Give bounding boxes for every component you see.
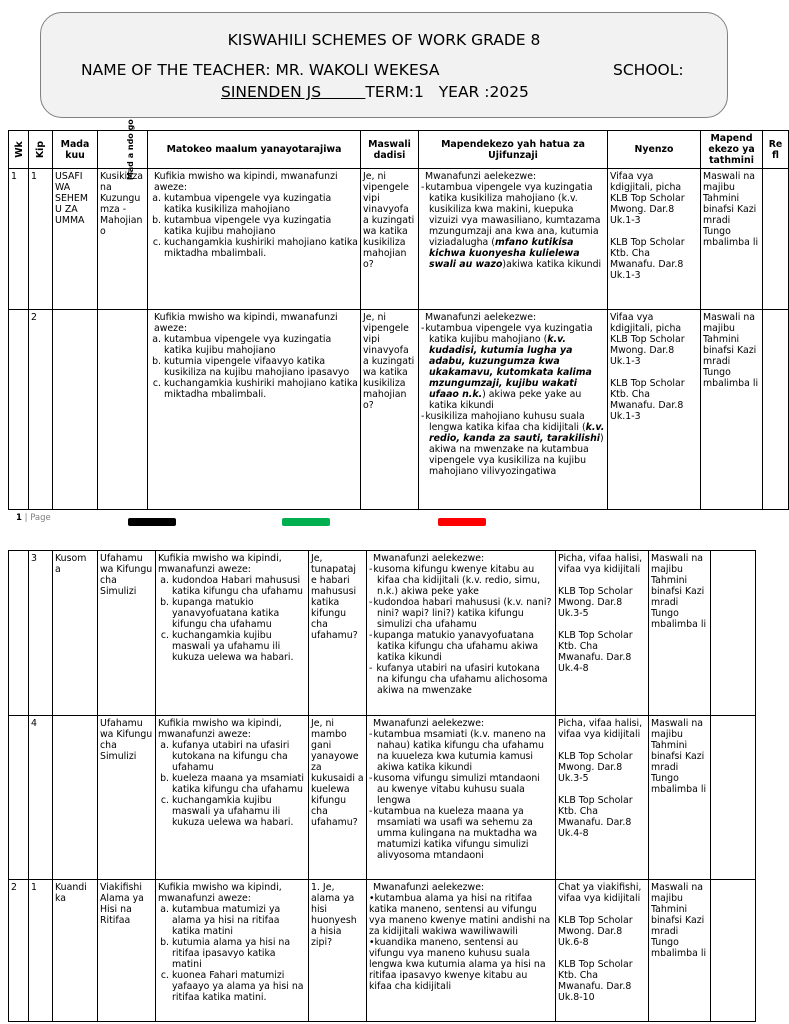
document-title: KISWAHILI SCHEMES OF WORK GRADE 8 bbox=[227, 31, 541, 49]
matokeo-list bbox=[158, 904, 306, 1003]
matokeo-intro: Kufikia mwisho wa kipindi, mwanafunzi aweze: bbox=[154, 171, 338, 193]
teacher-name: NAME OF THE TEACHER: MR. WAKOLI WEKESA bbox=[81, 61, 440, 79]
page-footer bbox=[16, 513, 51, 523]
matokeo-intro: Kufikia mwisho wa kipindi, mwanafunzi aweze: bbox=[158, 718, 282, 740]
matokeo-list bbox=[158, 740, 306, 828]
page-label: | Page bbox=[21, 513, 51, 523]
matokeo-list bbox=[150, 334, 358, 400]
list-item: - kusoma kifungu kwenye kitabu au kifaa cha kidijitali (k.v. redio, simu, n.k.) akiwa peke yake bbox=[369, 564, 553, 597]
list-item: a. kufanya utabiri na ufasiri kutokana na kifungu cha ufahamu bbox=[172, 740, 306, 773]
hatua-intro: Mwanafunzi aelekezwe: bbox=[373, 718, 485, 729]
cell-refl bbox=[763, 169, 789, 310]
cell-maswali: Je, ni vipengele vipi vinavyofa a kuzingati wa katika kusikiliza mahojian o? bbox=[361, 310, 419, 510]
list-item: • kuandika maneno, sentensi au vifungu vya maneno kuhusu suala lengwa kwa kutumia alama ya hisi na ritifaa ipasavyo kwenye kitabu au kifaa cha kidijitali bbox=[369, 937, 553, 992]
cell-maswali: Je, ni vipengele vipi vinavyofa a kuzingati wa katika kusikiliza mahojian o? bbox=[361, 169, 419, 310]
cell-mada-ndogo: Ufahamu wa Kifungu cha Simulizi bbox=[98, 716, 156, 880]
cell-hatua bbox=[367, 551, 556, 716]
header-box bbox=[40, 12, 728, 118]
nyenzo-item: Vifaa vya kdigjitali, picha KLB Top Scholar Mwong. Dar.8 Uk.1-3 bbox=[610, 312, 685, 367]
cell-mada-ndogo bbox=[98, 310, 148, 510]
table-row bbox=[9, 310, 789, 510]
list-item: - kudondoa habari mahususi (k.v. nani? nini? wapi? lini?) katika kifungu simulizi cha ufahamu bbox=[369, 597, 553, 630]
col-header-mada-kuu: Mada kuu bbox=[53, 131, 98, 169]
footer-bar-green bbox=[282, 518, 330, 526]
cell-kip: 2 bbox=[29, 310, 53, 510]
hatua-intro: Mwanafunzi aelekezwe: bbox=[373, 553, 485, 564]
cell-wk: 1 bbox=[9, 169, 29, 310]
nyenzo-item: KLB Top Scholar Ktb. Cha Mwanafu. Dar.8 Uk.1-3 bbox=[610, 237, 685, 281]
list-item: b. kutambua vipengele vya kuzingatia katika kujibu mahojiano bbox=[164, 215, 358, 237]
list-item: - kupanga matukio yanavyofuatana katika kifungu cha ufahamu akiwa katika kikundi bbox=[369, 630, 553, 663]
hatua-intro: Mwanafunzi aelekezwe: bbox=[373, 882, 485, 893]
list-item: • kutambua alama ya hisi na ritifaa katika maneno, sentensi au vifungu vya maneno kwenye matini andishi na za kidijitali wakiwa wawiliwawili bbox=[369, 893, 553, 937]
table-row bbox=[9, 880, 756, 1022]
nyenzo-item: KLB Top Scholar Ktb. Cha Mwanafu. Dar.8 Uk.1-3 bbox=[610, 378, 685, 422]
cell-wk bbox=[9, 551, 29, 716]
cell-refl bbox=[711, 716, 756, 880]
cell-mada bbox=[53, 310, 98, 510]
table-row bbox=[9, 169, 789, 310]
nyenzo-item: KLB Top Scholar Mwong. Dar.8 Uk.6-8 bbox=[558, 915, 633, 948]
cell-kip: 4 bbox=[29, 716, 53, 880]
cell-tathmini: Maswali na majibu Tahmini binafsi Kazi mradi Tungo mbalimba li bbox=[649, 716, 711, 880]
school-term-year bbox=[221, 83, 529, 101]
cell-mada: USAFI WA SEHEM U ZA UMMA bbox=[53, 169, 98, 310]
list-item: c. kuchangamkia kujibu maswali ya ufahamu ili kukuza uelewa wa habari. bbox=[172, 795, 306, 828]
list-item: - kufanya utabiri na ufasiri kutokana na kifungu cha ufahamu alichosoma akiwa na mwenzake bbox=[369, 663, 553, 696]
cell-hatua bbox=[419, 310, 608, 510]
cell-refl bbox=[763, 310, 789, 510]
cell-matokeo bbox=[156, 716, 309, 880]
cell-matokeo bbox=[148, 169, 361, 310]
cell-nyenzo bbox=[608, 169, 701, 310]
cell-mada: Kusom a bbox=[53, 551, 98, 716]
list-item: c. kuchangamkia kushiriki mahojiano katika miktadha mbalimbali. bbox=[164, 378, 358, 400]
list-item: a. kutambua vipengele vya kuzingatia katika kusikiliza mahojiano bbox=[164, 193, 358, 215]
table-row bbox=[9, 716, 756, 880]
cell-refl bbox=[711, 551, 756, 716]
cell-maswali: Je, ni mambo gani yanayowe za kukusaidi a kuelewa kifungu cha ufahamu? bbox=[309, 716, 367, 880]
list-item: - kutambua vipengele vya kuzingatia katika kujibu mahojiano (k.v. kudadisi, kutumia lugha ya adabu, kuzungumza kwa ukakamavu, kutomkata kalima mzungumzaji, kujibu wakati ufaao n.k.) akiwa peke yake au katika kikundi bbox=[421, 323, 605, 411]
table-row bbox=[9, 551, 756, 716]
list-item: - kusikiliza mahojiano kuhusu suala lengwa katika kifaa cha kidijitali (k.v. redio, kanda za sauti, tarakilishi) akiwa na mwenzake na kutambua vipengele vya kusikiliza na kujibu mahojiano vilivyozingatiwa bbox=[421, 411, 605, 477]
matokeo-list bbox=[158, 575, 306, 663]
list-item: - kutambua na kueleza maana ya msamiati wa usafi wa sehemu za umma kulingana na muktadha wa matumizi katika vifungu simulizi alivyosoma mtandaoni bbox=[369, 806, 553, 861]
col-header-kip: Kip bbox=[29, 131, 53, 169]
cell-mada-ndogo: Viakifishi Alama ya Hisi na Ritifaa bbox=[98, 880, 156, 1022]
school-name-underline bbox=[321, 83, 365, 101]
cell-nyenzo bbox=[556, 551, 649, 716]
matokeo-intro: Kufikia mwisho wa kipindi, mwanafunzi aweze: bbox=[158, 553, 282, 575]
page-number: 1 bbox=[16, 513, 22, 523]
hatua-intro: Mwanafunzi aelekezwe: bbox=[425, 312, 537, 323]
list-item: - kusoma vifungu simulizi mtandaoni au kwenye vitabu kuhusu suala lengwa bbox=[369, 773, 553, 806]
scheme-table-page-2 bbox=[8, 550, 756, 1022]
col-header-maswali: Maswali dadisi bbox=[361, 131, 419, 169]
list-item: a. kutambua vipengele vya kuzingatia katika kujibu mahojiano bbox=[164, 334, 358, 356]
cell-nyenzo bbox=[556, 716, 649, 880]
list-item: - kutambua msamiati (k.v. maneno na nahau) katika kifungu cha ufahamu na kuueleza kwa kutumia kamusi akiwa katika kikundi bbox=[369, 729, 553, 773]
col-header-nyenzo: Nyenzo bbox=[608, 131, 701, 169]
cell-tathmini: Maswali na majibu Tahmini binafsi Kazi mradi Tungo mbalimba li bbox=[649, 880, 711, 1022]
matokeo-intro: Kufikia mwisho wa kipindi, mwanafunzi aweze: bbox=[158, 882, 282, 904]
cell-mada-ndogo: Ufahamu wa Kifungu cha Simulizi bbox=[98, 551, 156, 716]
cell-kip: 1 bbox=[29, 169, 53, 310]
list-item: c. kuchangamkia kushiriki mahojiano katika miktadha mbalimbali. bbox=[164, 237, 358, 259]
matokeo-intro: Kufikia mwisho wa kipindi, mwanafunzi aweze: bbox=[154, 312, 338, 334]
cell-matokeo bbox=[156, 880, 309, 1022]
term: TERM:1 bbox=[365, 83, 424, 101]
nyenzo-item: KLB Top Scholar Mwong. Dar.8 Uk.3-5 bbox=[558, 586, 633, 619]
list-item: b. kueleza maana ya msamiati katika kifungu cha ufahamu bbox=[172, 773, 306, 795]
footer-bar-red bbox=[438, 518, 486, 526]
col-header-matokeo: Matokeo maalum yanayotarajiwa bbox=[148, 131, 361, 169]
nyenzo-item: KLB Top Scholar Ktb. Cha Mwanafu. Dar.8 Uk.8-10 bbox=[558, 959, 633, 1003]
cell-maswali: Je, tunapataj e habari mahususi katika kifungu cha ufahamu? bbox=[309, 551, 367, 716]
cell-tathmini: Maswali na majibu Tahmini binafsi Kazi mradi Tungo mbalimba li bbox=[701, 310, 763, 510]
cell-kip: 3 bbox=[29, 551, 53, 716]
list-item: b. kupanga matukio yanavyofuatana katika kifungu cha ufahamu bbox=[172, 597, 306, 630]
cell-mada: Kuandi ka bbox=[53, 880, 98, 1022]
cell-maswali: 1. Je, alama ya hisi huonyesh a hisia zipi? bbox=[309, 880, 367, 1022]
cell-hatua bbox=[419, 169, 608, 310]
table-header-row bbox=[9, 131, 789, 169]
nyenzo-item: Picha, vifaa halisi, vifaa vya kidijitali bbox=[558, 553, 643, 575]
col-header-tathmini: Mapend ekezo ya tathmini bbox=[701, 131, 763, 169]
year: YEAR :2025 bbox=[438, 83, 529, 101]
cell-nyenzo bbox=[556, 880, 649, 1022]
cell-hatua bbox=[367, 880, 556, 1022]
hatua-intro: Mwanafunzi aelekezwe: bbox=[425, 171, 537, 182]
col-header-mapendekezo: Mapendekezo yah hatua za Ujifunzaji bbox=[419, 131, 608, 169]
cell-mada-ndogo: Kusikiliza na Kuzungu mza - Mahojiano bbox=[98, 169, 148, 310]
list-item: b. kutumia alama ya hisi na ritifaa ipasavyo katika matini bbox=[172, 937, 306, 970]
nyenzo-item: Picha, vifaa halisi, vifaa vya kidijitali bbox=[558, 718, 643, 740]
nyenzo-item: Vifaa vya kdigjitali, picha KLB Top Scholar Mwong. Dar.8 Uk.1-3 bbox=[610, 171, 685, 226]
cell-mada bbox=[53, 716, 98, 880]
list-item: b. kutumia vipengele vifaavyo katika kusikiliza na kujibu mahojiano ipasavyo bbox=[164, 356, 358, 378]
cell-refl bbox=[711, 880, 756, 1022]
list-item: - kutambua vipengele vya kuzingatia katika kusikiliza mahojiano (k.v. kusikiliza kwa makini, kuepuka vizuizi vya mawasiliano, kumtazama mzungumzaji ana kwa ana, kutumia viziadalugha (mfano kutikisa kichwa kuonyesha kulielewa swali au wazo)akiwa katika kikundi bbox=[421, 182, 605, 270]
cell-hatua bbox=[367, 716, 556, 880]
matokeo-list bbox=[150, 193, 358, 259]
col-header-wk: Wk bbox=[9, 131, 29, 169]
scheme-table-page-1 bbox=[8, 119, 789, 510]
nyenzo-item: Chat ya viakifishi, vifaa vya kidijitali bbox=[558, 882, 642, 904]
list-item: a. kutambua matumizi ya alama ya hisi na ritifaa katika matini bbox=[172, 904, 306, 937]
cell-tathmini: Maswali na majibu Tahmini binafsi Kazi mradi Tungo mbalimba li bbox=[649, 551, 711, 716]
cell-matokeo bbox=[148, 310, 361, 510]
list-item: c. kuonea Fahari matumizi yafaayo ya alama ya hisi na ritifaa katika matini. bbox=[172, 970, 306, 1003]
cell-wk: 2 bbox=[9, 880, 29, 1022]
cell-matokeo bbox=[156, 551, 309, 716]
list-item: a. kudondoa Habari mahususi katika kifungu cha ufahamu bbox=[172, 575, 306, 597]
school-label: SCHOOL: bbox=[613, 61, 684, 79]
nyenzo-item: KLB Top Scholar Mwong. Dar.8 Uk.3-5 bbox=[558, 751, 633, 784]
list-item: c. kuchangamkia kujibu maswali ya ufahamu ili kukuza uelewa wa habari. bbox=[172, 630, 306, 663]
cell-nyenzo bbox=[608, 310, 701, 510]
cell-wk bbox=[9, 716, 29, 880]
cell-kip: 1 bbox=[29, 880, 53, 1022]
nyenzo-item: KLB Top Scholar Ktb. Cha Mwanafu. Dar.8 Uk.4-8 bbox=[558, 795, 633, 839]
footer-bar-black bbox=[128, 518, 176, 526]
cell-tathmini: Maswali na majibu Tahmini binafsi Kazi mradi Tungo mbalimba li bbox=[701, 169, 763, 310]
col-header-mada-ndogo: Mad a ndo go bbox=[98, 131, 148, 169]
col-header-refl: Re fl bbox=[763, 131, 789, 169]
school-name: SINENDEN JS bbox=[221, 83, 322, 101]
nyenzo-item: KLB Top Scholar Ktb. Cha Mwanafu. Dar.8 Uk.4-8 bbox=[558, 630, 633, 674]
cell-wk bbox=[9, 310, 29, 510]
